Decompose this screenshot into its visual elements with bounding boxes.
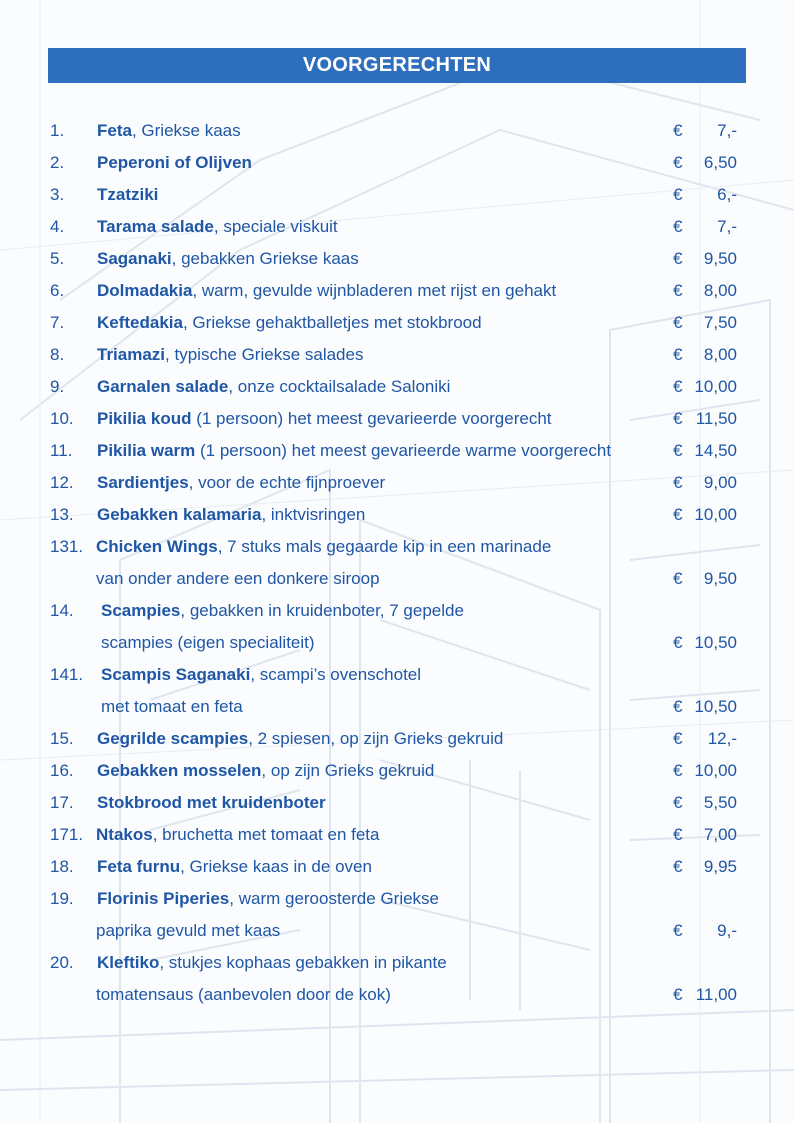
item-detail: , op zijn Grieks gekruid [261, 761, 435, 780]
menu-item [0, 883, 794, 947]
item-description [97, 499, 365, 531]
item-description [97, 755, 434, 787]
item-detail: , scampi’s ovenschotel [250, 665, 422, 684]
price-amount: 9,00 [703, 473, 737, 492]
item-detail: , Griekse kaas in de oven [180, 857, 372, 876]
item-description [97, 435, 611, 467]
item-name: Ntakos [96, 825, 153, 844]
item-name: Pikilia koud [97, 409, 192, 428]
menu-item [0, 531, 794, 595]
item-description [97, 243, 359, 275]
item-description [97, 211, 338, 243]
price-amount: 8,00 [703, 281, 737, 300]
menu-item [0, 115, 794, 147]
item-price [673, 275, 737, 307]
price-amount: 12,- [707, 729, 737, 748]
item-price [673, 179, 737, 211]
menu-item [0, 819, 794, 851]
section-title: VOORGERECHTEN [302, 54, 492, 76]
currency-symbol: € [673, 441, 683, 460]
item-detail: , Griekse gehaktballetjes met stokbrood [182, 313, 482, 332]
price-amount: 10,50 [694, 697, 737, 716]
item-price [673, 723, 737, 755]
menu-item [0, 435, 794, 467]
currency-symbol: € [673, 153, 683, 172]
currency-symbol: € [673, 121, 683, 140]
item-description [97, 403, 552, 435]
item-name: Chicken Wings [96, 537, 218, 556]
item-detail: , 2 spiesen, op zijn Grieks gekruid [248, 729, 504, 748]
item-price [673, 403, 737, 435]
item-price [673, 979, 737, 1011]
item-detail: , bruchetta met tomaat en feta [152, 825, 380, 844]
item-name: Scampies [101, 601, 181, 620]
item-detail-continued: paprika gevuld met kaas [96, 921, 281, 940]
item-number: 13. [50, 505, 74, 524]
item-name: Gebakken kalamaria [97, 505, 262, 524]
item-detail: , inktvisringen [261, 505, 366, 524]
currency-symbol: € [673, 793, 683, 812]
item-number: 131. [50, 537, 84, 556]
price-amount: 9,50 [703, 569, 737, 588]
menu-item [0, 755, 794, 787]
currency-symbol: € [673, 217, 683, 236]
item-detail: , stukjes kophaas gebakken in pikante [159, 953, 447, 972]
menu-item [0, 787, 794, 819]
item-description [97, 371, 450, 403]
menu-item [0, 307, 794, 339]
item-number: 9. [50, 377, 65, 396]
currency-symbol: € [673, 505, 683, 524]
price-amount: 11,50 [695, 409, 737, 428]
menu-item [0, 275, 794, 307]
item-detail: , warm geroosterde Griekse [229, 889, 440, 908]
item-number: 7. [50, 313, 65, 332]
item-number: 8. [50, 345, 65, 364]
currency-symbol: € [673, 569, 683, 588]
item-price [673, 627, 737, 659]
item-price [673, 307, 737, 339]
item-detail: , Griekse kaas [131, 121, 241, 140]
price-amount: 7,00 [703, 825, 737, 844]
item-number: 20. [50, 953, 74, 972]
item-detail: , warm, gevulde wijnbladeren met rijst en gehakt [192, 281, 557, 300]
item-name: Stokbrood met kruidenboter [97, 793, 326, 812]
item-detail: , typische Griekse salades [165, 345, 364, 364]
item-number: 18. [50, 857, 74, 876]
item-number: 5. [50, 249, 65, 268]
item-price [673, 115, 737, 147]
item-detail-continued: scampies (eigen specialiteit) [101, 633, 315, 652]
price-amount: 10,00 [694, 377, 737, 396]
menu-list [0, 115, 794, 1011]
item-name: Dolmadakia [97, 281, 193, 300]
item-detail: , 7 stuks mals gegaarde kip in een marinade [217, 537, 552, 556]
item-price [673, 915, 737, 947]
item-price [673, 467, 737, 499]
item-name: Peperoni of Olijven [97, 153, 252, 172]
currency-symbol: € [673, 825, 683, 844]
price-amount: 10,00 [694, 761, 737, 780]
item-detail: (1 persoon) het meest gevarieerde warme voorgerecht [195, 441, 612, 460]
item-number: 11. [50, 441, 73, 460]
item-detail-continued: met tomaat en feta [101, 697, 243, 716]
item-price [673, 563, 737, 595]
section-header [48, 48, 746, 83]
item-price [673, 499, 737, 531]
menu-item [0, 659, 794, 723]
price-amount: 7,50 [703, 313, 737, 332]
item-number: 6. [50, 281, 65, 300]
item-number: 4. [50, 217, 65, 236]
item-number: 141. [50, 665, 84, 684]
item-name: Feta furnu [97, 857, 181, 876]
menu-item [0, 339, 794, 371]
currency-symbol: € [673, 345, 683, 364]
price-amount: 10,00 [694, 505, 737, 524]
price-amount: 9,50 [703, 249, 737, 268]
menu-item [0, 947, 794, 1011]
item-description [96, 531, 551, 563]
item-name: Keftedakia [97, 313, 183, 332]
menu-item [0, 243, 794, 275]
item-price [673, 435, 737, 467]
item-description [101, 659, 421, 691]
currency-symbol: € [673, 249, 683, 268]
item-number: 3. [50, 185, 65, 204]
item-name: Kleftiko [97, 953, 160, 972]
item-detail-continued: van onder andere een donkere siroop [96, 569, 380, 588]
currency-symbol: € [673, 633, 683, 652]
item-detail: , gebakken Griekse kaas [171, 249, 359, 268]
item-price [673, 787, 737, 819]
item-price [673, 371, 737, 403]
menu-item [0, 723, 794, 755]
currency-symbol: € [673, 985, 683, 1004]
price-amount: 9,- [717, 921, 737, 940]
menu-item [0, 403, 794, 435]
currency-symbol: € [673, 921, 683, 940]
item-detail: , voor de echte fijnproever [188, 473, 386, 492]
item-detail: , gebakken in kruidenboter, 7 gepelde [180, 601, 464, 620]
item-description [97, 115, 241, 147]
price-amount: 9,95 [703, 857, 737, 876]
item-number: 10. [50, 409, 74, 428]
item-name: Triamazi [97, 345, 166, 364]
currency-symbol: € [673, 729, 683, 748]
menu-item [0, 467, 794, 499]
item-description [97, 467, 385, 499]
item-name: Florinis Piperies [97, 889, 230, 908]
price-amount: 10,50 [694, 633, 737, 652]
currency-symbol: € [673, 377, 683, 396]
item-description [97, 723, 503, 755]
menu-item [0, 179, 794, 211]
item-price [673, 147, 737, 179]
item-description [96, 819, 379, 851]
item-name: Saganaki [97, 249, 172, 268]
item-number: 15. [50, 729, 74, 748]
price-amount: 5,50 [703, 793, 737, 812]
item-price [673, 211, 737, 243]
currency-symbol: € [673, 761, 683, 780]
currency-symbol: € [673, 857, 683, 876]
price-amount: 7,- [717, 217, 737, 236]
item-name: Scampis Saganaki [101, 665, 251, 684]
price-amount: 14,50 [694, 441, 737, 460]
item-number: 1. [50, 121, 65, 140]
item-name: Gebakken mosselen [97, 761, 262, 780]
item-detail: , onze cocktailsalade Saloniki [228, 377, 451, 396]
item-detail: (1 persoon) het meest gevarieerde voorgerecht [191, 409, 552, 428]
price-amount: 11,00 [695, 985, 737, 1004]
item-description [97, 275, 556, 307]
item-detail-continued: tomatensaus (aanbevolen door de kok) [96, 985, 391, 1004]
item-price [673, 755, 737, 787]
item-number: 16. [50, 761, 74, 780]
item-price [673, 243, 737, 275]
item-description [97, 307, 482, 339]
item-number: 12. [50, 473, 74, 492]
price-amount: 6,50 [703, 153, 737, 172]
item-description [97, 147, 252, 179]
menu-item [0, 371, 794, 403]
price-amount: 8,00 [703, 345, 737, 364]
item-description [97, 883, 439, 915]
price-amount: 6,- [717, 185, 737, 204]
currency-symbol: € [673, 185, 683, 204]
item-name: Feta [97, 121, 132, 140]
menu-item [0, 851, 794, 883]
item-price [673, 339, 737, 371]
item-name: Pikilia warm [97, 441, 196, 460]
item-name: Gegrilde scampies [97, 729, 249, 748]
currency-symbol: € [673, 281, 683, 300]
item-description [101, 595, 464, 627]
item-number: 2. [50, 153, 65, 172]
item-description [97, 947, 447, 979]
currency-symbol: € [673, 313, 683, 332]
menu-item [0, 499, 794, 531]
currency-symbol: € [673, 409, 683, 428]
item-detail: , speciale viskuit [213, 217, 338, 236]
item-name: Tzatziki [97, 185, 159, 204]
item-price [673, 819, 737, 851]
item-name: Garnalen salade [97, 377, 229, 396]
item-price [673, 851, 737, 883]
menu-item [0, 147, 794, 179]
menu-item [0, 211, 794, 243]
item-name: Tarama salade [97, 217, 214, 236]
item-number: 19. [50, 889, 74, 908]
item-description [97, 787, 326, 819]
item-number: 17. [50, 793, 74, 812]
menu-item [0, 595, 794, 659]
item-description [97, 339, 363, 371]
currency-symbol: € [673, 473, 683, 492]
item-price [673, 691, 737, 723]
item-number: 14. [50, 601, 74, 620]
item-description [97, 179, 158, 211]
price-amount: 7,- [717, 121, 737, 140]
item-number: 171. [50, 825, 84, 844]
currency-symbol: € [673, 697, 683, 716]
item-name: Sardientjes [97, 473, 189, 492]
item-description [97, 851, 372, 883]
